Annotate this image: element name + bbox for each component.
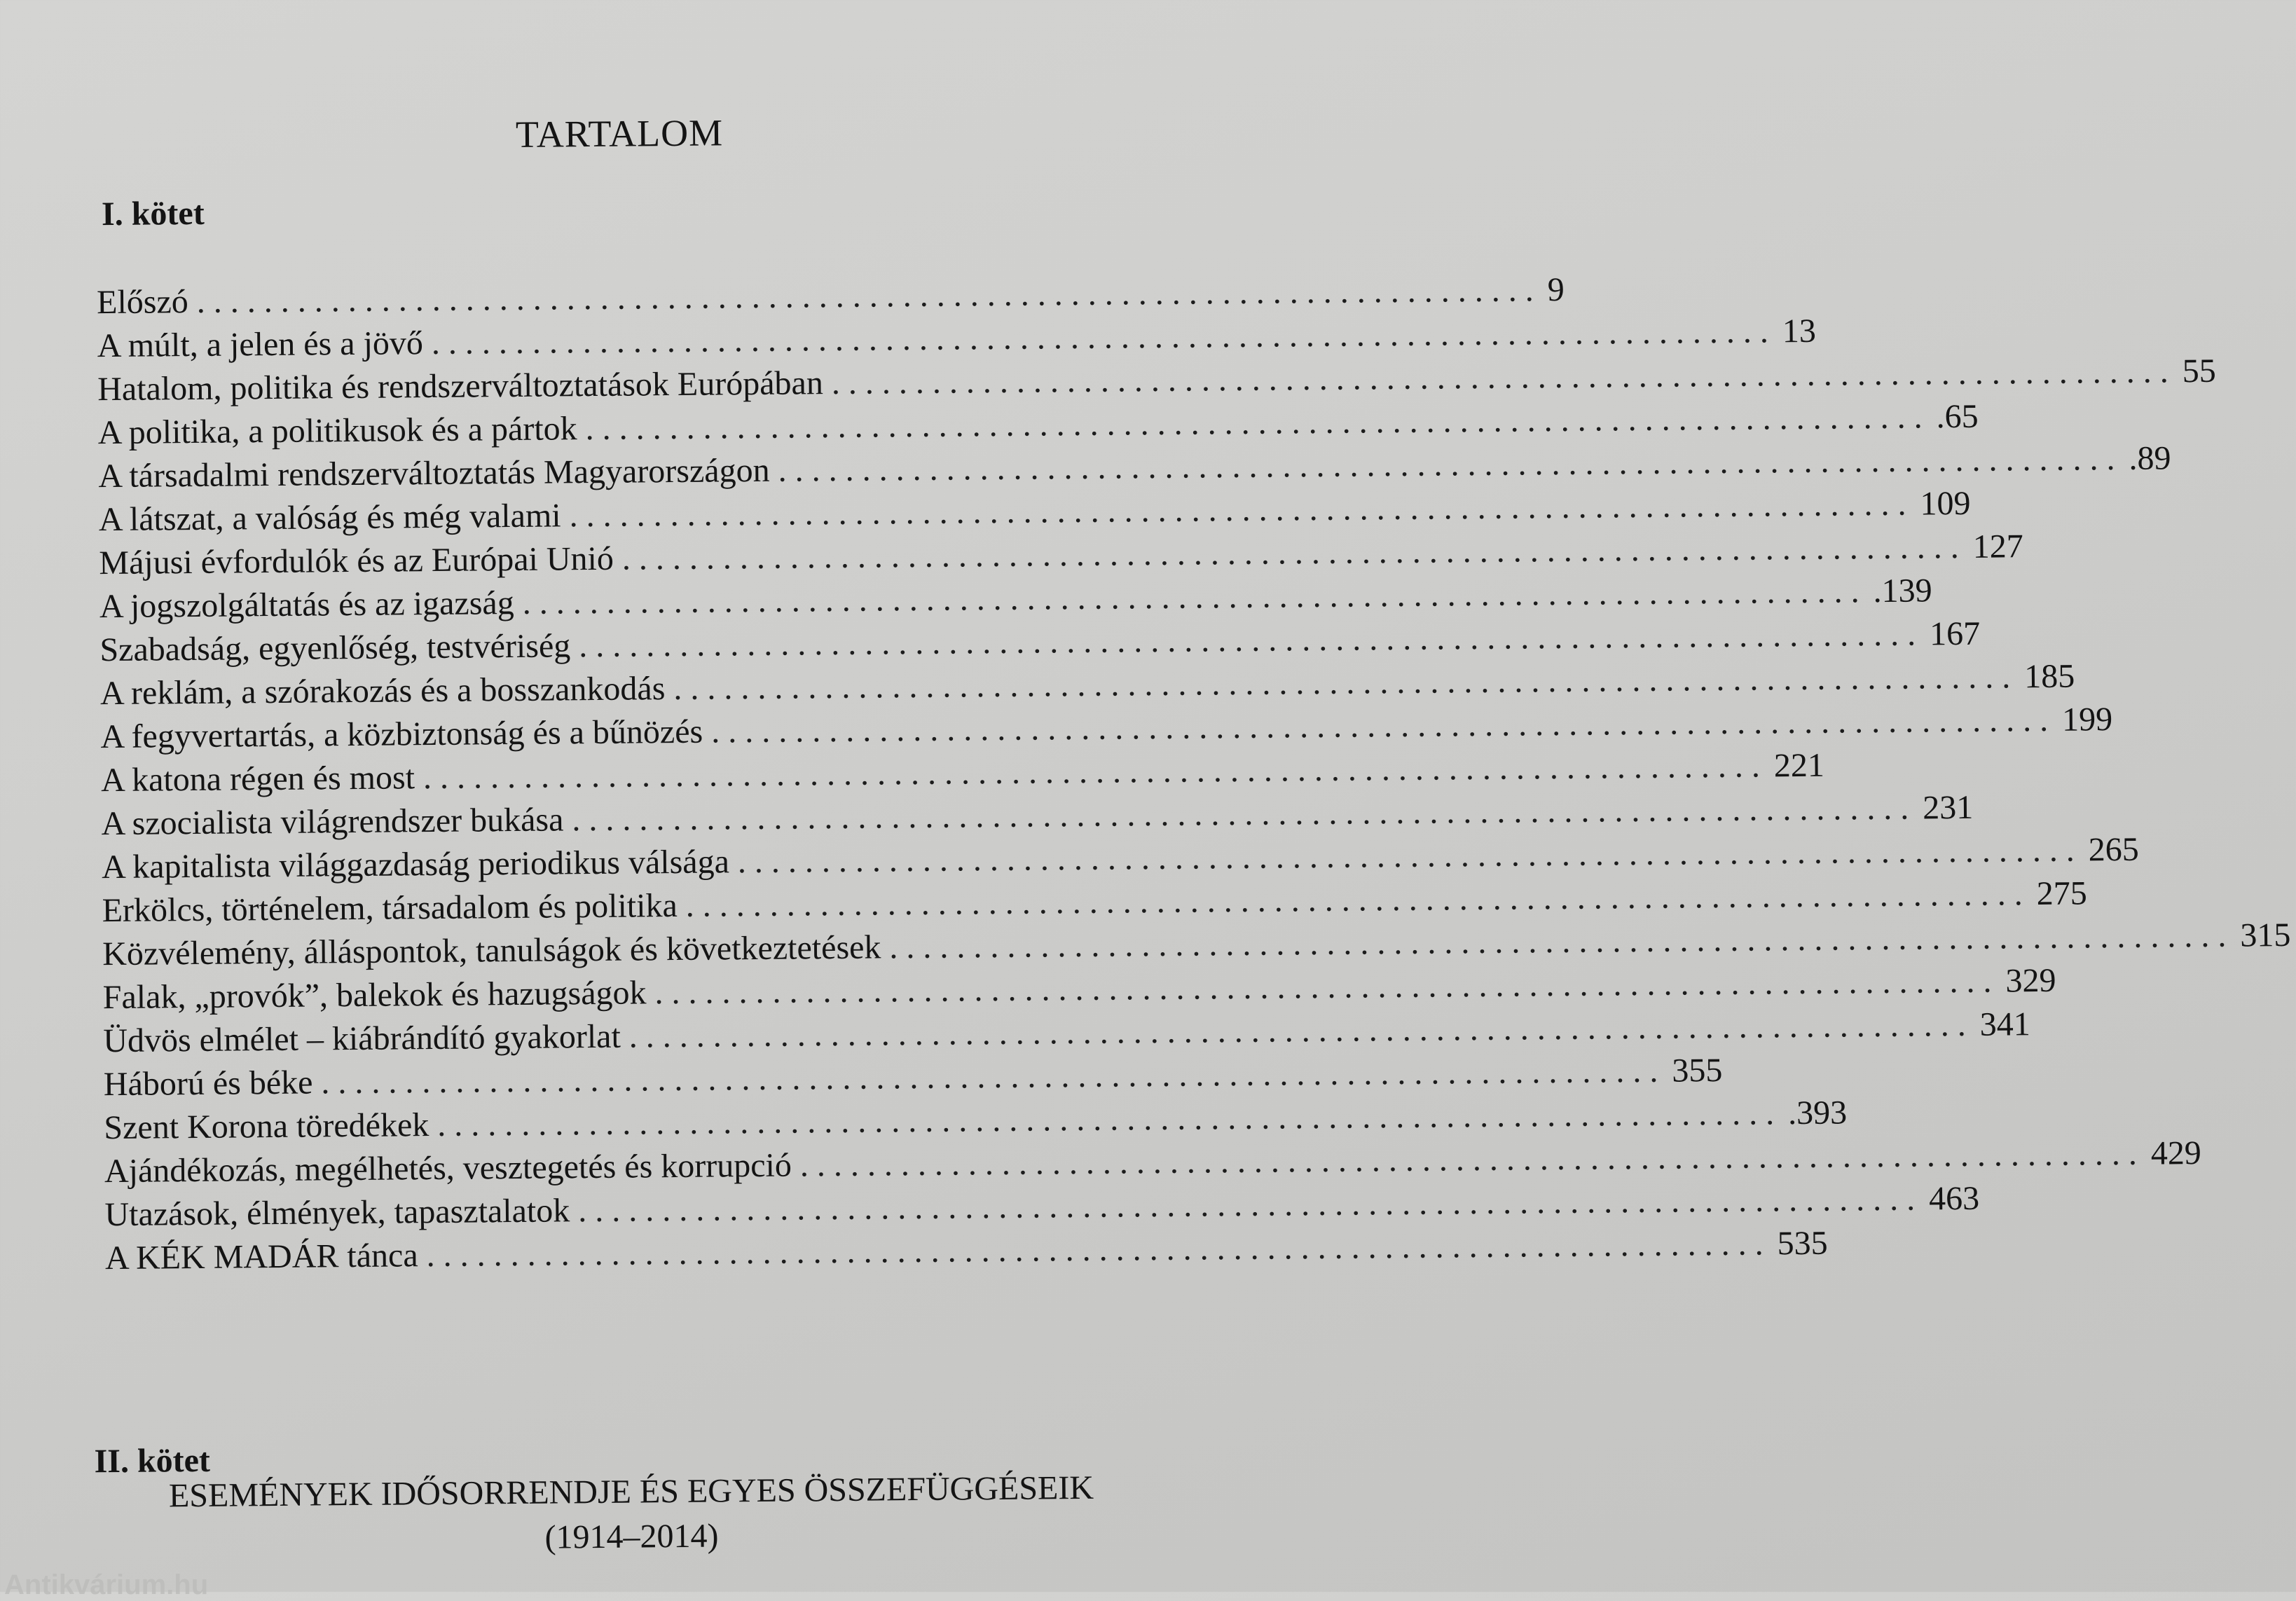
toc-entry-title: A múlt, a jelen és a jövő bbox=[97, 324, 424, 365]
toc-entry-page: 341 bbox=[1979, 1005, 2030, 1043]
toc-entry-page: 265 bbox=[2088, 830, 2140, 869]
toc-entry-page: 329 bbox=[2005, 961, 2056, 1000]
toc-dot-leader: ................................................................................ bbox=[889, 916, 2235, 966]
toc-entry-title: A katona régen és most bbox=[100, 759, 415, 799]
toc-entry-title: A társadalmi rendszerváltoztatás Magyarországon bbox=[98, 451, 770, 495]
toc-dot-leader: ................................................................................ bbox=[431, 312, 1778, 362]
volume-2-subtitle: ESEMÉNYEK IDŐSORRENDJE ÉS EGYES ÖSSZEFÜGGÉSEIK bbox=[168, 1469, 1094, 1515]
toc-dot-leader: ................................................................................ bbox=[778, 439, 2124, 489]
toc-entry-page: 199 bbox=[2061, 701, 2113, 738]
toc-dot-leader: ................................................................................ bbox=[426, 1225, 1772, 1274]
toc-dot-leader: ................................................................................ bbox=[321, 1052, 1667, 1101]
toc-entry-page: 9 bbox=[1547, 270, 1565, 309]
toc-entry-title: Hatalom, politika és rendszerváltoztatások Európában bbox=[97, 364, 824, 408]
toc-entry-title: A reklám, a szórakozás és a bosszankodás bbox=[99, 670, 666, 713]
toc-dot-leader: ................................................................................ bbox=[569, 485, 1915, 535]
toc-entry-page: 535 bbox=[1777, 1224, 1828, 1263]
toc-dot-leader: ................................................................................ bbox=[422, 747, 1769, 797]
toc-entry-title: Üdvös elmélet – kiábrándító gyakorlat bbox=[103, 1017, 621, 1060]
toc-dot-leader: ................................................................................ bbox=[621, 528, 1968, 577]
toc-entry-title: A látszat, a valóság és még valami bbox=[98, 497, 561, 539]
table-of-contents bbox=[96, 270, 2291, 1280]
toc-entry-title: Falak, „provók”, balekok és hazugságok bbox=[102, 974, 647, 1017]
toc-dot-leader: ................................................................................ bbox=[585, 398, 1931, 448]
toc-entry-title: Ajándékozás, megélhetés, vesztegetés és korrupció bbox=[104, 1146, 792, 1190]
toc-entry-page: 55 bbox=[2182, 352, 2216, 390]
toc-dot-leader: ................................................................................ bbox=[654, 962, 2000, 1012]
toc-dot-leader: ................................................................................ bbox=[572, 789, 1918, 839]
toc-entry-title: Erkölcs, történelem, társadalom és politika bbox=[102, 886, 678, 930]
toc-dot-leader: ................................................................................ bbox=[522, 572, 1868, 621]
volume-2-years: (1914–2014) bbox=[544, 1517, 719, 1556]
toc-entry-page: 221 bbox=[1773, 746, 1825, 785]
toc-entry-title: A kapitalista világgazdaság periodikus válsága bbox=[101, 843, 730, 886]
toc-entry-page: 315 bbox=[2240, 916, 2291, 954]
toc-entry-page: 463 bbox=[1928, 1179, 1980, 1218]
toc-dot-leader: ................................................................................ bbox=[831, 352, 2177, 402]
toc-dot-leader: ................................................................................ bbox=[196, 271, 1542, 320]
toc-dot-leader: ................................................................................ bbox=[628, 1005, 1974, 1055]
toc-entry-page: 13 bbox=[1782, 312, 1817, 350]
toc-entry-title: A politika, a politikusok és a pártok bbox=[97, 410, 577, 452]
watermark: Antikvárium.hu bbox=[4, 1569, 209, 1600]
toc-dot-leader: ................................................................................ bbox=[579, 615, 1925, 665]
toc-entry-page: .89 bbox=[2129, 439, 2171, 477]
page-title: TARTALOM bbox=[515, 111, 724, 156]
toc-dot-leader: ................................................................................ bbox=[737, 831, 2084, 881]
toc-entry-title: Közvélemény, álláspontok, tanulságok és következtetések bbox=[102, 928, 881, 973]
toc-entry-title: Háború és béke bbox=[103, 1064, 313, 1104]
toc-dot-leader: ................................................................................ bbox=[710, 701, 2057, 750]
toc-dot-leader: ................................................................................ bbox=[673, 658, 2019, 708]
toc-entry-page: 109 bbox=[1920, 484, 1971, 523]
toc-dot-leader: ................................................................................ bbox=[685, 875, 2031, 924]
toc-entry-page: 355 bbox=[1672, 1051, 1723, 1090]
toc-entry-page: 429 bbox=[2150, 1134, 2202, 1172]
toc-entry-title: Májusi évfordulók és az Európai Unió bbox=[99, 540, 614, 582]
toc-entry bbox=[104, 1224, 1828, 1280]
volume-2-heading: II. kötet bbox=[94, 1441, 211, 1480]
toc-entry-page: .139 bbox=[1873, 572, 1932, 610]
toc-entry-page: 275 bbox=[2036, 874, 2087, 913]
volume-1-heading: I. kötet bbox=[101, 194, 205, 233]
toc-entry-title: A szocialista világrendszer bukása bbox=[101, 801, 564, 843]
toc-entry-page: 231 bbox=[1923, 788, 1974, 827]
toc-dot-leader: ................................................................................ bbox=[577, 1180, 1924, 1230]
toc-entry-title: Utazások, élmények, tapasztalatok bbox=[104, 1192, 570, 1234]
toc-entry-page: 127 bbox=[1972, 528, 2023, 565]
toc-entry-title: Előszó bbox=[96, 283, 189, 322]
toc-dot-leader: ................................................................................ bbox=[436, 1094, 1783, 1143]
toc-entry-page: .393 bbox=[1787, 1094, 1848, 1132]
toc-entry-title: A KÉK MADÁR tánca bbox=[104, 1237, 418, 1277]
toc-entry-title: A fegyvertartás, a közbiztonság és a bűnözés bbox=[100, 713, 703, 756]
toc-dot-leader: ................................................................................ bbox=[799, 1134, 2146, 1184]
toc-entry-title: A jogszolgáltatás és az igazság bbox=[99, 584, 514, 626]
toc-entry-page: 167 bbox=[1929, 614, 1981, 653]
toc-entry-page: 185 bbox=[2024, 657, 2075, 696]
toc-entry-page: .65 bbox=[1936, 397, 1979, 436]
toc-entry-title: Szent Korona töredékek bbox=[104, 1106, 429, 1147]
toc-entry-title: Szabadság, egyenlőség, testvériség bbox=[99, 627, 571, 669]
